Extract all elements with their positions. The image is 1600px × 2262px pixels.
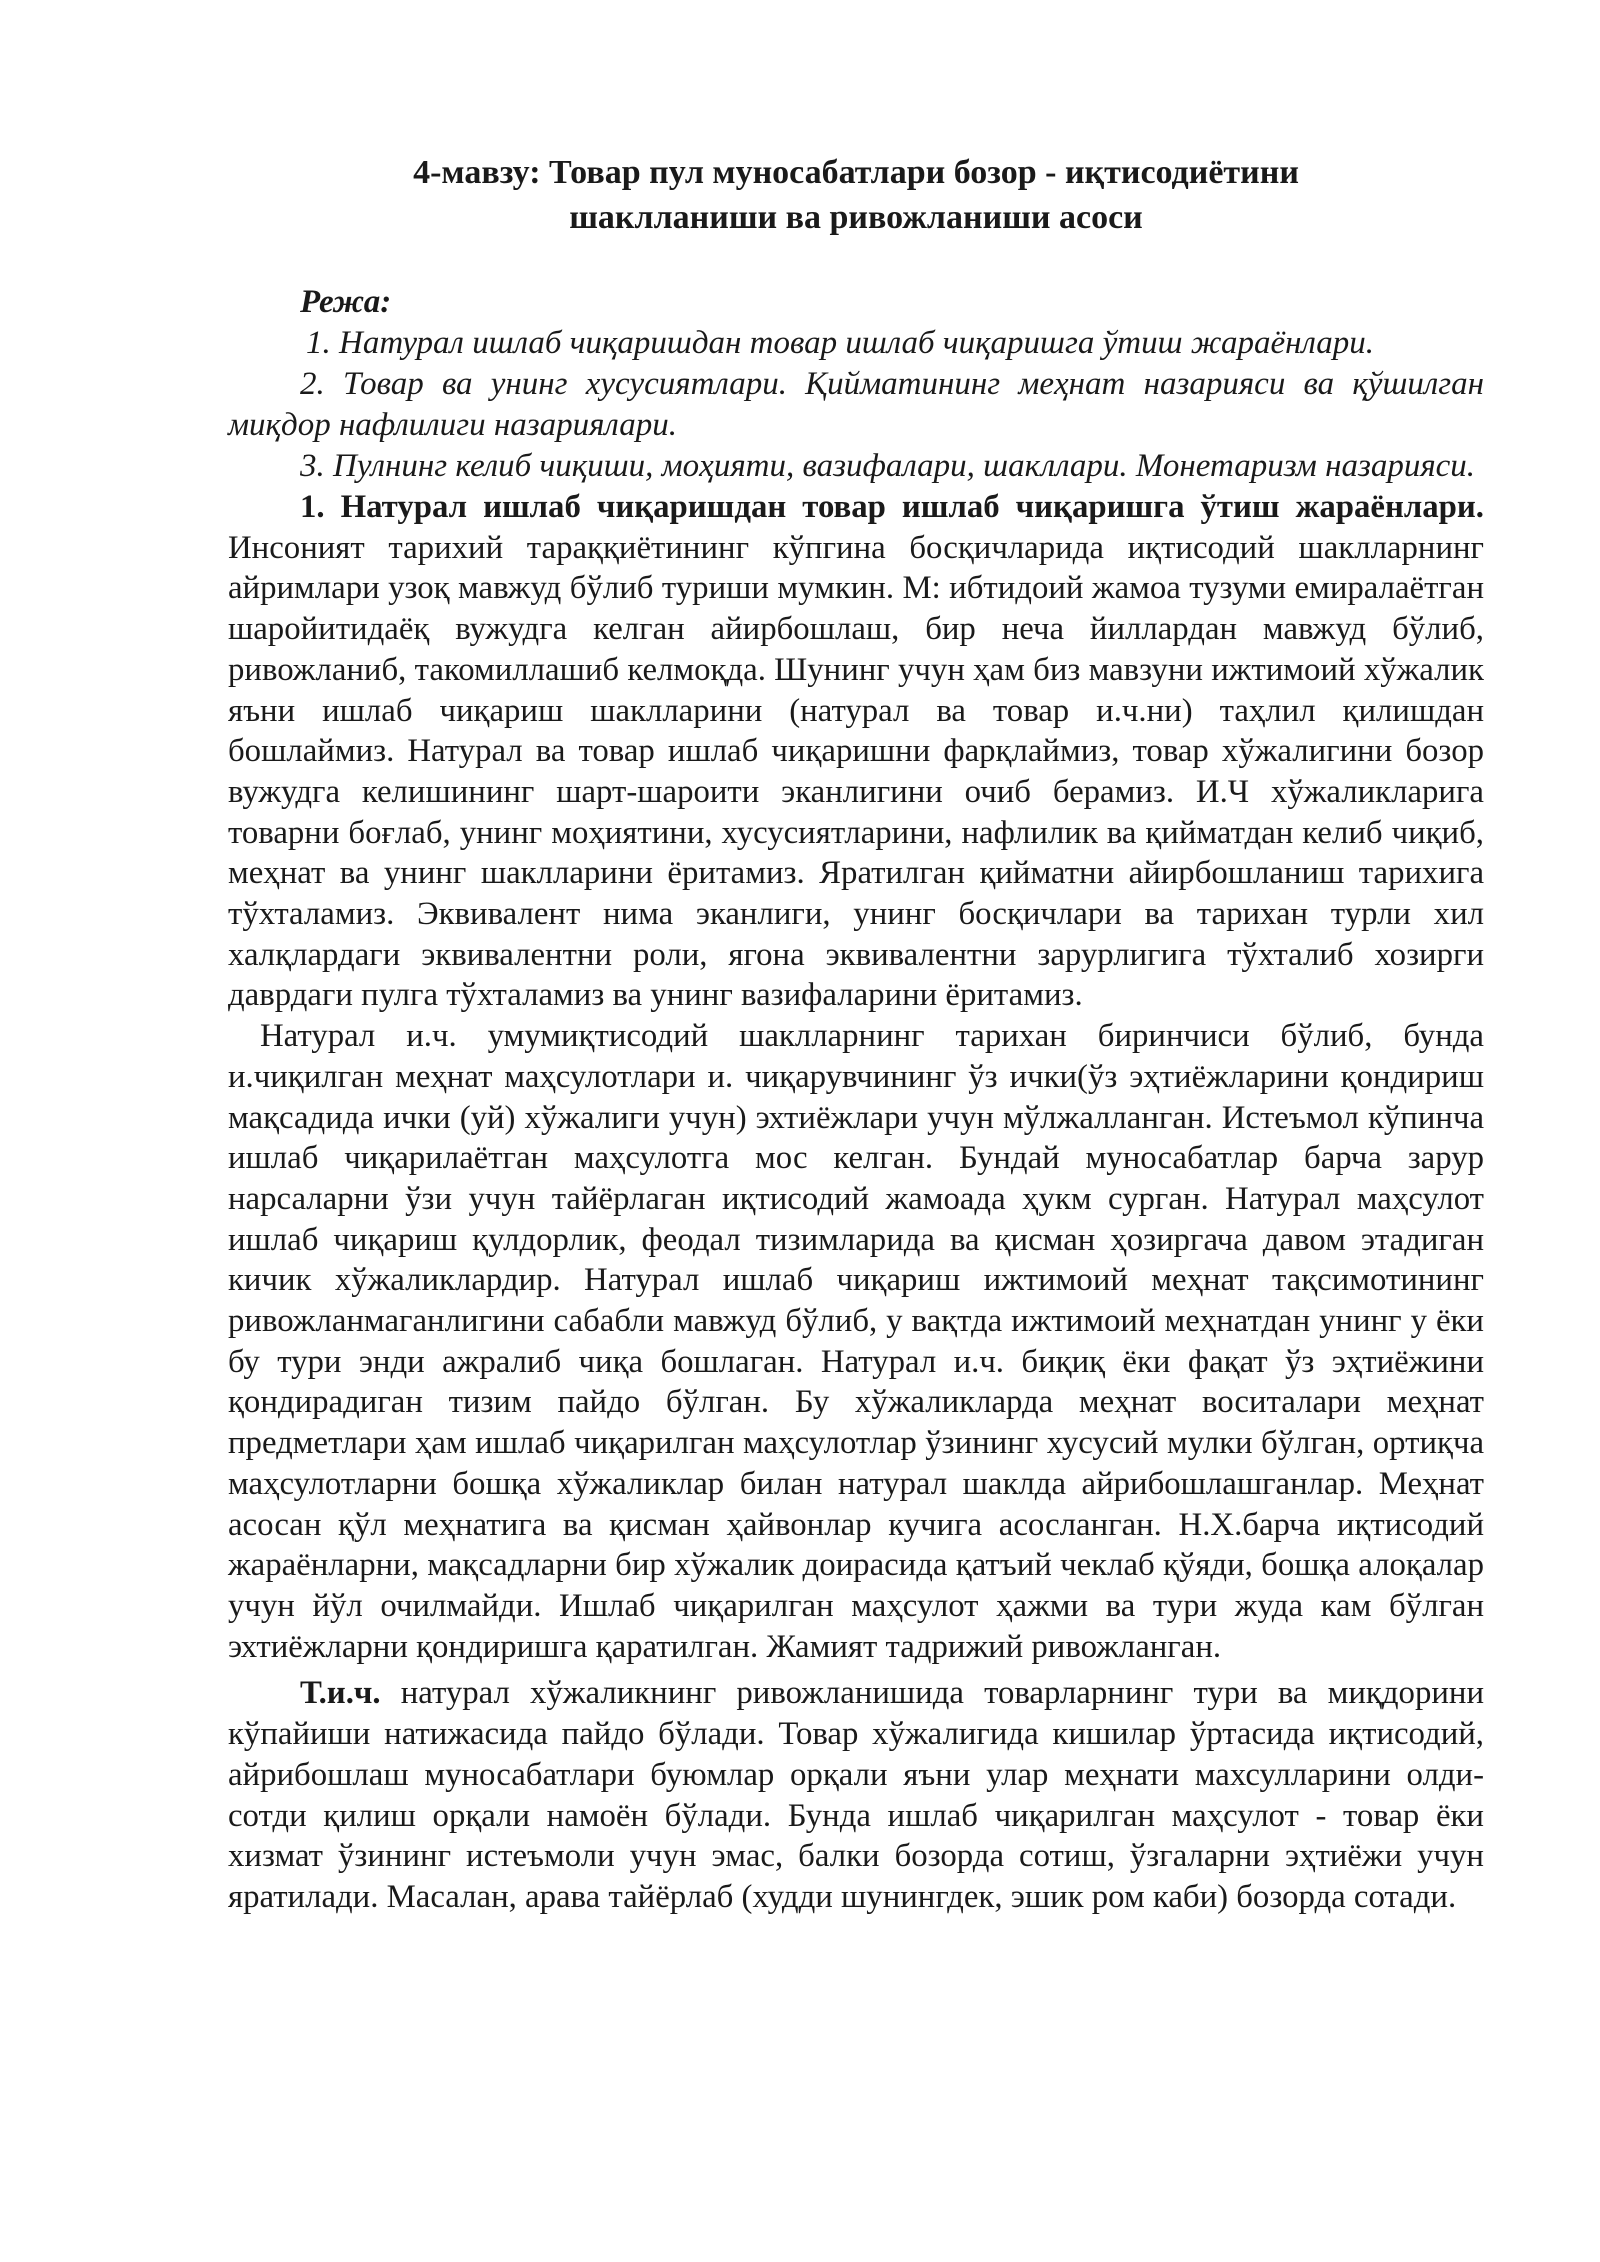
title-line-2: шаклланиши ва ривожланиши асоси bbox=[569, 199, 1143, 236]
paragraph-3-lead: Т.и.ч. bbox=[300, 1675, 381, 1712]
section-1-paragraph bbox=[228, 487, 1484, 1016]
paragraph-natural-production: Натурал и.ч. умумиқтисодий шаклларнинг тарихан биринчиси бўлиб, бунда и.чиқилган меҳнат маҳсулотлари и. чиқарувчининг ўз ички(ўз эҳтиёжларини қондириш мақсадида ички (уй) хўжалиги учун) эхтиёжлари учун мўлжалланган. Истеъмол кўпинча ишлаб чиқарилаётган маҳсулотга мос келган. Бундай муносабатлар барча зарур нарсаларни ўзи учун тайёрлаган иқтисодий жамоада ҳукм сурган. Натурал маҳсулот ишлаб чиқариш қулдорлик, феодал тизимларида ва қисман ҳозиргача давом этадиган кичик хўжаликлардир. Натурал ишлаб чиқариш ижтимоий меҳнат тақсимотининг ривожланмаганлигини сабабли мавжуд бўлиб, у вақтда ижтимоий меҳнатдан унинг у ёки бу тури энди ажралиб чиқа бошлаган. Натурал и.ч. биқиқ ёки фақат ўз эҳтиёжини қондирадиган тизим пайдо бўлган. Бу хўжаликларда меҳнат воситалари меҳнат предметлари ҳам ишлаб чиқарилган маҳсулотлар ўзининг хусусий мулки бўлган, ортиқча маҳсулотларни бошқа хўжаликлар билан натурал шаклда айрибошлашганлар. Меҳнат асосан қўл меҳнатига ва қисман ҳайвонлар кучига асосланган. Н.Х.барча иқтисодий жараёнларни, мақсадларни бир хўжалик доирасида қатъий чеклаб қўяди, бошқа алоқалар учун йўл очилмайди. Ишлаб чиқарилган маҳсулот ҳажми ва тури жуда кам бўлган эхтиёжларни қондиришга қаратилган. Жамият тадрижий ривожланган. bbox=[228, 1018, 1484, 1665]
paragraph-commodity-production bbox=[228, 1673, 1484, 1917]
section-1-text: Инсоният тарихий тараққиётининг кўпгина босқичларида иқтисодий шаклларнинг айримлари узоқ мавжуд бўлиб туриши мумкин. М: ибтидоий жамоа тузуми емиралаётган шаройитидаёқ вужудга келган айирбошлаш, бир неча йиллардан мавжуд бўлиб, ривожланиб, такомиллашиб келмоқда. Шунинг учун ҳам биз мавзуни ижтимоий хўжалик яъни ишлаб чиқариш шаклларини (натурал ва товар и.ч.ни) таҳлил қилишдан бошлаймиз. Натурал ва товар ишлаб чиқаришни фарқлаймиз, товар хўжалигини бозор вужудга келишининг шарт-шароити эканлигини очиб берамиз. И.Ч хўжаликларига товарни боғлаб, унинг моҳиятини, хусусиятларини, нафлилик ва қийматдан келиб чиқиб, меҳнат ва унинг шаклларини ёритамиз. Яратилган қийматни айирбошланиш тарихига тўхталамиз. Эквивалент нима эканлиги, унинг босқичлари ва тарихан турли хил халқлардаги эквивалентни роли, ягона эквивалентни зарурлигига тўхталиб хозирги даврдаги пулга тўхталамиз ва унинг вазифаларини ёритамиз. bbox=[228, 529, 1484, 1014]
document-page bbox=[228, 150, 1484, 1918]
plan-heading: Режа: bbox=[300, 284, 392, 320]
section-1-heading: 1. Натурал ишлаб чиқаришдан товар ишлаб чиқаришга ўтиш жараёнлари. bbox=[300, 489, 1484, 525]
plan-item-1: 1. Натурал ишлаб чиқаришдан товар ишлаб чиқаришга ўтиш жараёнлари. bbox=[306, 325, 1375, 361]
plan-item-3: 3. Пулнинг келиб чиқиши, моҳияти, вазифалари, шакллари. Монетаризм назарияси. bbox=[300, 448, 1476, 484]
plan-item-2: 2. Товар ва унинг хусусиятлари. Қийматининг меҳнат назарияси ва қўшилган миқдор нафлилиги назариялари. bbox=[228, 366, 1484, 443]
title-line-1: 4-мавзу: Товар пул муносабатлари бозор - иқтисодиётини bbox=[413, 154, 1299, 191]
page-title bbox=[228, 150, 1484, 240]
paragraph-3-text: натурал хўжаликнинг ривожланишида товарларнинг тури ва миқдорини кўпайиши натижасида пайдо бўлади. Товар хўжалигида кишилар ўртасида иқтисодий, айрибошлаш муносабатлари буюмлар орқали яъни улар меҳнати махсулларини олди-сотди қилиш орқали намоён бўлади. Бунда ишлаб чиқарилган маҳсулот - товар ёки хизмат ўзининг истеъмоли учун эмас, балки бозорда сотиш, ўзгаларни эҳтиёжи учун яратилади. Масалан, арава тайёрлаб (худди шунингдек, эшик ром каби) бозорда сотади. bbox=[228, 1675, 1484, 1915]
